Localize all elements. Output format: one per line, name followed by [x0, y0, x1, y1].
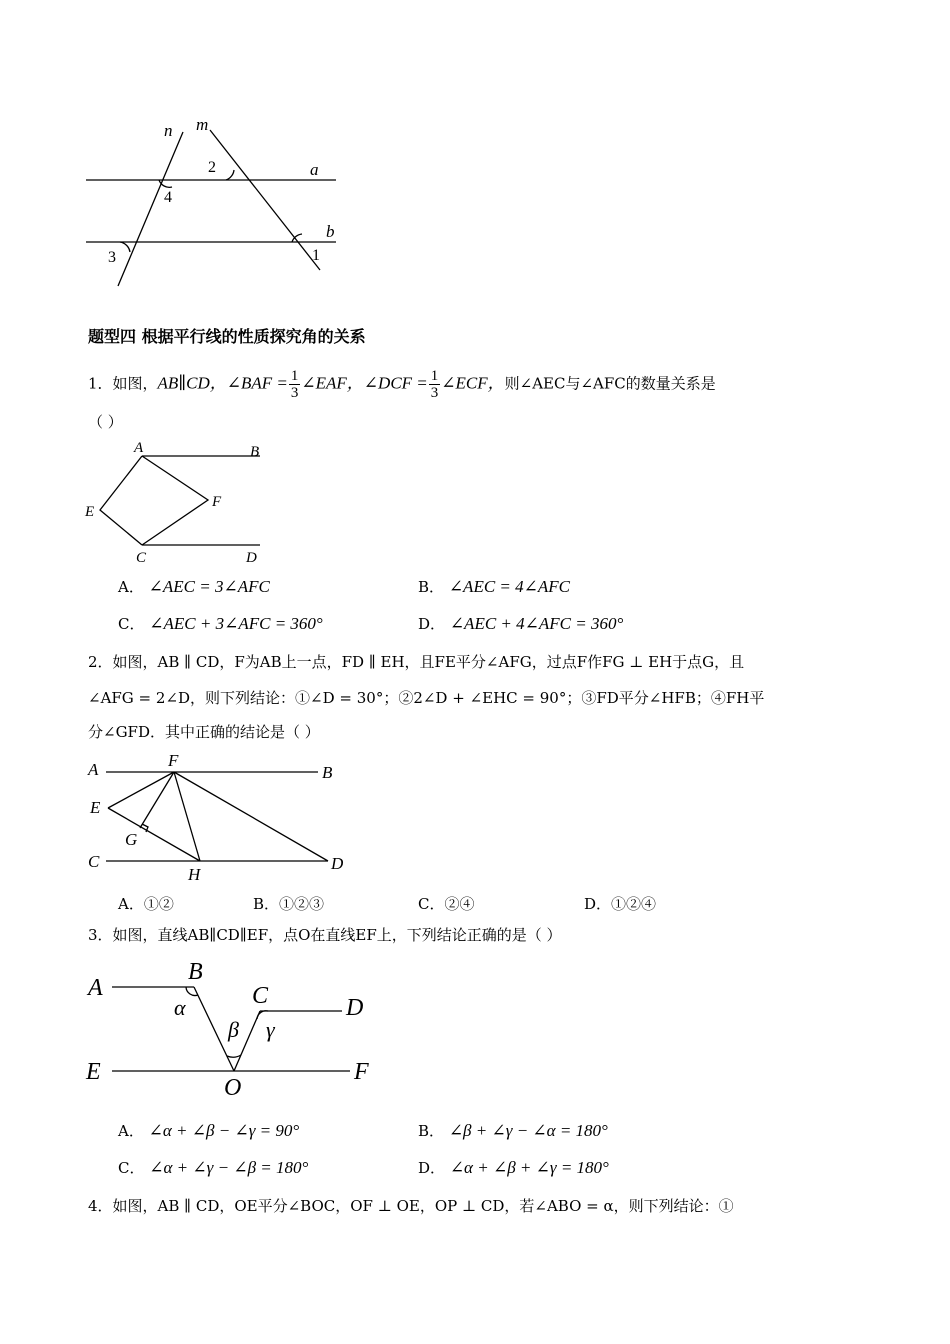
q1-label-C: C [136, 550, 147, 566]
q1-option-c-key: C． [118, 615, 145, 633]
q2-option-c-text: ②④ [444, 895, 475, 913]
q2-option-b[interactable] [253, 894, 324, 914]
q4-stem-line1: 4．如图，AB ∥ CD，OE平分∠BOC，OF ⊥ OE，OP ⊥ CD，若∠ABO = α，则下列结论：① [88, 1197, 734, 1215]
q2-option-c-key: C． [418, 895, 445, 913]
q1-option-c[interactable] [118, 614, 323, 634]
q2-option-d[interactable] [584, 894, 656, 914]
label-n: n [164, 121, 173, 140]
q2-label-B: B [322, 763, 333, 782]
q1-label-A: A [134, 440, 144, 456]
q2-label-E: E [90, 798, 101, 817]
q3-option-b[interactable] [418, 1121, 608, 1141]
figure-parallel-lines-angles [80, 110, 350, 290]
q1-label-B: B [250, 444, 260, 460]
q3-stem-line1: 3．如图，直线AB∥CD∥EF，点O在直线EF上，下列结论正确的是（ ） [88, 926, 562, 944]
q2-label-A: A [88, 760, 99, 779]
line-m [210, 130, 320, 270]
q1-option-a-key: A． [118, 578, 144, 596]
q2-stem-line2: ∠AFG = 2∠D，则下列结论：①∠D = 30°；②2∠D + ∠EHC = 90°；③FD平分∠HFB；④FH平 [88, 689, 765, 707]
q3-option-d[interactable] [418, 1158, 609, 1178]
q1-option-d-text: ∠AEC + 4∠AFC = 360° [449, 614, 624, 633]
q1-frac2-num: 1 [430, 368, 439, 384]
q1-answer-paren: （ ） [88, 413, 123, 431]
q3-label-F: F [354, 1059, 369, 1085]
q1-label-D: D [246, 550, 257, 566]
q2-seg-FD [174, 772, 328, 861]
angle-arc-2 [226, 170, 234, 180]
label-a: a [310, 160, 319, 179]
q3-label-gamma: γ [266, 1017, 275, 1042]
q3-label-D: D [346, 995, 364, 1021]
q1-option-b-key: B． [418, 578, 445, 596]
q3-label-B: B [188, 959, 203, 985]
q3-label-A: A [88, 975, 103, 1001]
q3-option-d-text: ∠α + ∠β + ∠γ = 180° [449, 1158, 609, 1177]
q1-frac2-den: 3 [430, 385, 439, 401]
q2-option-a-key: A． [118, 895, 144, 913]
q3-option-d-key: D． [418, 1159, 446, 1177]
q2-option-c[interactable] [418, 894, 475, 914]
q3-option-a-key: A． [118, 1122, 144, 1140]
q2-figure [82, 750, 352, 885]
line-n [118, 132, 183, 286]
q1-frac1-num: 1 [290, 368, 299, 384]
q1-option-d-key: D． [418, 615, 446, 633]
q2-seg-FG [140, 772, 174, 828]
label-m: m [196, 115, 209, 134]
q1-frac1-den: 3 [290, 385, 299, 401]
angle-arc-3 [120, 242, 130, 252]
q3-option-c[interactable] [118, 1158, 308, 1178]
q1-option-c-text: ∠AEC + 3∠AFC = 360° [149, 614, 323, 633]
q1-label-F: F [212, 494, 222, 510]
label-2: 2 [208, 159, 216, 176]
q1-path-AFC [142, 456, 208, 545]
q2-option-a[interactable] [118, 894, 174, 914]
label-3: 3 [108, 249, 116, 266]
angle-arc-4 [159, 180, 172, 187]
q1-option-a-text: ∠AEC = 3∠AFC [148, 577, 270, 596]
q2-label-F: F [168, 751, 179, 770]
q1-option-b-text: ∠AEC = 4∠AFC [448, 577, 570, 596]
q1-figure [82, 438, 282, 568]
q3-label-C: C [252, 983, 269, 1009]
q2-label-C: C [88, 852, 100, 871]
q1-option-b[interactable] [418, 577, 570, 597]
q3-label-beta: β [228, 1017, 239, 1042]
q3-option-b-text: ∠β + ∠γ − ∠α = 180° [448, 1121, 608, 1140]
q3-label-E: E [86, 1059, 101, 1085]
q1-stem [88, 368, 716, 401]
q3-option-c-text: ∠α + ∠γ − ∠β = 180° [149, 1158, 309, 1177]
q2-option-d-text: ①②④ [611, 895, 657, 913]
q3-option-b-key: B． [418, 1122, 445, 1140]
q1-label-E: E [85, 504, 95, 520]
q2-stem-line1: 2．如图，AB ∥ CD，F为AB上一点，FD ∥ EH，且FE平分∠AFG，过点F作FG ⊥ EH于点G，且 [88, 653, 745, 671]
label-4: 4 [164, 189, 172, 206]
q2-option-a-text: ①② [143, 895, 174, 913]
q3-arc-beta [227, 1055, 241, 1057]
q3-option-a[interactable] [118, 1121, 299, 1141]
q2-label-D: D [331, 854, 344, 873]
q3-figure [82, 955, 382, 1103]
q3-label-alpha: α [174, 995, 186, 1020]
q1-option-d[interactable] [418, 614, 623, 634]
label-b: b [326, 222, 335, 241]
q3-label-O: O [224, 1075, 242, 1101]
q3-option-a-text: ∠α + ∠β − ∠γ = 90° [148, 1121, 300, 1140]
q1-path-AEC [100, 456, 142, 545]
q1-text-1: AB∥CD，∠BAF = [157, 373, 288, 393]
q2-label-G: G [125, 830, 138, 849]
q2-label-H: H [188, 865, 201, 884]
label-1: 1 [312, 247, 320, 264]
q1-text-3: ∠ECF， [441, 373, 505, 393]
section-title: 题型四 根据平行线的性质探究角的关系 [88, 327, 366, 346]
q1-fraction-1 [289, 368, 301, 401]
q3-option-c-key: C． [118, 1159, 145, 1177]
q2-seg-FE [108, 772, 174, 808]
q1-option-a[interactable] [118, 577, 270, 597]
q2-option-b-text: ①②③ [279, 895, 325, 913]
q1-text-4: 则∠AEC与∠AFC的数量关系是 [504, 374, 716, 393]
q2-option-b-key: B． [253, 895, 280, 913]
q2-stem-line3: 分∠GFD．其中正确的结论是（ ） [88, 723, 320, 741]
q1-text-2: ∠EAF，∠DCF = [301, 373, 428, 393]
q1-fraction-2 [429, 368, 441, 401]
q2-option-d-key: D． [584, 895, 612, 913]
q1-number: 1．如图， [88, 374, 158, 393]
